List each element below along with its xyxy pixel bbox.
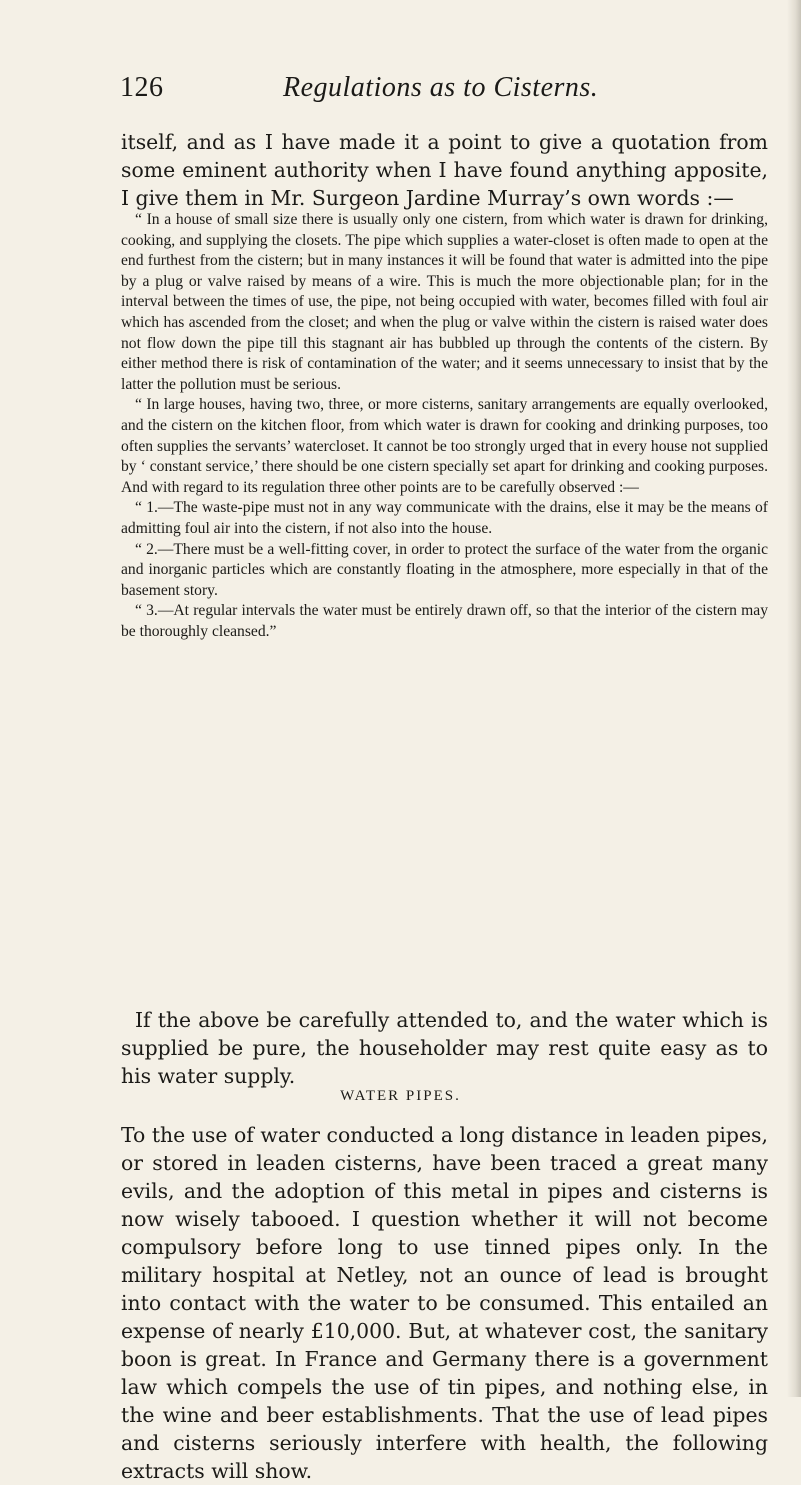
conclusion-paragraph: If the above be carefully attended to, and the water which is supplied be pure, the householder may rest quite easy as to his water supply. [121, 1008, 768, 1088]
quotation-block [121, 210, 768, 642]
running-head: Regulations as to Cisterns. [283, 72, 599, 103]
section-heading: WATER PIPES. [340, 1088, 461, 1104]
page-number: 126 [120, 72, 164, 103]
page-edge-shadow [787, 0, 801, 1397]
quote-point-3: “ 3.—At regular intervals the water must be entirely drawn off, so that the interior of the cistern may be thoroughly cleansed.” [121, 602, 768, 640]
page-header [0, 72, 801, 106]
quote-point-1: “ 1.—The waste-pipe must not in any way communicate with the drains, else it may be the means of admitting foul air into the cistern, if not also into the house. [121, 499, 768, 537]
water-pipes-paragraph: To the use of water conducted a long distance in leaden pipes, or stored in leaden cisterns, have been traced a great many evils, and the adoption of this metal in pipes and cisterns is now wisely tabooed. I question whether it will not become compulsory before long to use tinned pipes only. In the military hospital at Netley, not an ounce of lead is brought into contact with the water to be consumed. This entailed an expense of nearly £10,000. But, at whatever cost, the sanitary boon is great. In France and Germany there is a government law which compels the use of tin pipes, and nothing else, in the wine and beer establishments. That the use of lead pipes and cisterns seriously interfere with health, the following extracts will show. [121, 1123, 768, 1483]
quote-paragraph-small-house: “ In a house of small size there is usually only one cistern, from which water is drawn for drinking, cooking, and supplying the closets. The pipe which supplies a water-closet is often made to open at the end furthest from the cistern; but in many instances it will be found that water is admitted into the pipe by a plug or valve raised by means of a wire. This is much the more objectionable plan; for in the interval between the times of use, the pipe, not being occupied with water, becomes filled with foul air which has ascended from the closet; and when the plug or valve within the cistern is raised water does not flow down the pipe till this stagnant air has bubbled up through the contents of the cistern. By either method there is risk of contamination of the water; and it seems unnecessary to insist that by the latter the pollution must be serious. [121, 211, 768, 393]
intro-paragraph: itself, and as I have made it a point to give a quotation from some eminent authority when I have found anything apposite, I give them in Mr. Surgeon Jardine Murray’s own words :— [121, 130, 768, 210]
quote-paragraph-large-houses: “ In large houses, having two, three, or more cisterns, sanitary arrangements are equally overlooked, and the cistern on the kitchen floor, from which water is drawn for cooking and drinking purposes, too often supplies the servants’ watercloset. It cannot be too strongly urged that in every house not supplied by ‘ constant service,’ there should be one cistern specially set apart for drinking and cooking purposes. And with regard to its regulation three other points are to be carefully observed :— [121, 396, 768, 496]
quote-point-2: “ 2.—There must be a well-fitting cover, in order to protect the surface of the water from the organic and inorganic particles which are constantly floating in the atmosphere, more especially in that of the basement story. [121, 540, 768, 599]
